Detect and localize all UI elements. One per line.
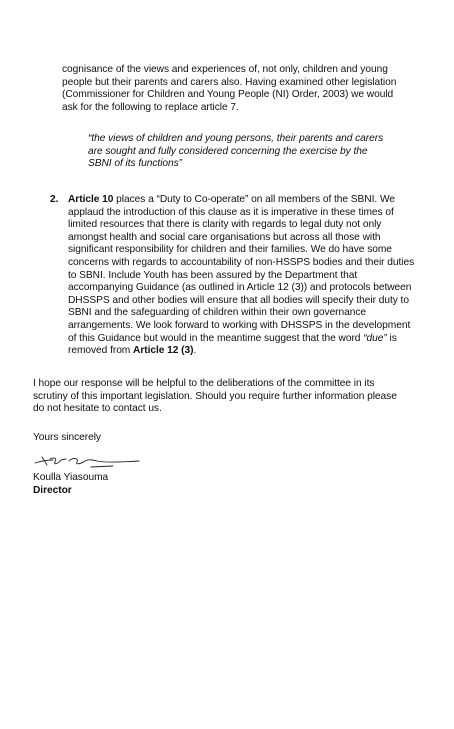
item-line: applaud the introduction of this clause as it is imperative in these times of xyxy=(68,206,394,218)
item-line: amongst health and social care organisations but across all those with xyxy=(68,231,381,243)
item-line: significant responsibility for children and their families. We do have some xyxy=(68,244,392,256)
intro-line: ask for the following to replace article 7. xyxy=(62,101,239,113)
quote-line: “the views of children and young persons, their parents and carers xyxy=(88,133,384,144)
article-10-ref: Article 10 xyxy=(68,194,114,205)
proposed-article-quote xyxy=(88,133,383,171)
item-line: accompanying Guidance (as outlined in Article 12 (3)) and protocols between xyxy=(68,282,412,294)
handwritten-signature xyxy=(33,448,143,470)
signatory-title: Director xyxy=(33,484,72,496)
item-line: DHSSPS and other bodies will ensure that all bodies will specify their duty to xyxy=(68,294,409,306)
signatory xyxy=(33,472,108,497)
item-line: SBNI and the safeguarding of children within their own governance xyxy=(68,307,367,319)
article-10-paragraph xyxy=(68,194,414,358)
signatory-name: Koulla Yiasouma xyxy=(33,472,109,483)
closing-line: scrutiny of this important legislation. Should you require further information please xyxy=(33,390,397,402)
item-line: to SBNI. Include Youth has been assured by the Department that xyxy=(68,269,358,281)
quote-line: are sought and fully considered concerning the exercise by the xyxy=(88,145,368,157)
item-number: 2. xyxy=(50,194,59,205)
item-line: removed from Article 12 (3). xyxy=(68,345,197,357)
item-line: concerns with regards to accountability of non-HSSPS bodies and their duties xyxy=(68,256,415,268)
intro-line: cognisance of the views and experiences of, not only, children and young xyxy=(62,64,388,75)
signoff: Yours sincerely xyxy=(33,432,101,443)
closing-line: do not hesitate to contact us. xyxy=(33,403,162,415)
intro-line: (Commissioner for Children and Young People (NI) Order, 2003) we would xyxy=(62,89,394,101)
item-line: of this Guidance but would in the meantime suggest that the word “due” is xyxy=(68,332,397,344)
closing-paragraph xyxy=(33,378,397,416)
item-line: arrangements. We look forward to working with DHSSPS in the development xyxy=(68,319,411,331)
intro-paragraph xyxy=(62,64,396,114)
intro-line: people but their parents and carers also. Having examined other legislation xyxy=(62,76,397,88)
closing-line: I hope our response will be helpful to the deliberations of the committee in its xyxy=(33,378,375,389)
item-line: Article 10 places a “Duty to Co-operate” on all members of the SBNI. We xyxy=(68,194,395,205)
due-word: “due” xyxy=(363,332,387,344)
article-12-ref: Article 12 (3) xyxy=(133,345,194,357)
item-line: limited resources that there is clarity with regards to legal duty not only xyxy=(68,219,382,231)
quote-line: SBNI of its functions” xyxy=(88,158,183,170)
